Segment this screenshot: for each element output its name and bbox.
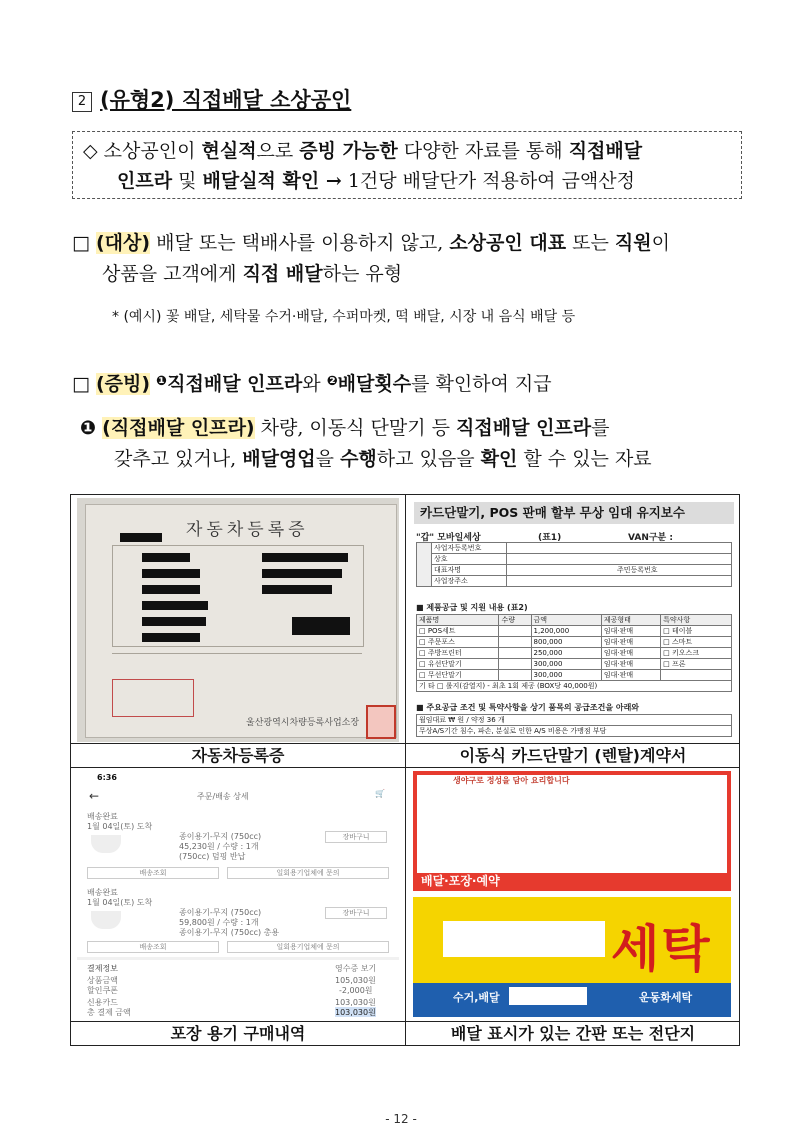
back-arrow-icon: ← xyxy=(89,789,100,803)
caption-signboard-flyer: 배달 표시가 있는 간판 또는 전단지 xyxy=(406,1021,740,1046)
container-thumbnail xyxy=(91,835,121,853)
infra-paragraph: ❶ (직접배달 인프라) 차량, 이동식 단말기 등 직접배달 인프라를 갖추고 있거나, 배달영업을 수행하고 있음을 확인 할 수 있는 자료 xyxy=(80,417,652,470)
caption-packaging-order: 포장 용기 구매내역 xyxy=(71,1021,405,1046)
flyer-slogan: 생야구로 정성을 담아 요리합니다 xyxy=(453,776,570,785)
proof-paragraph: □ (증빙) $^❶$직접배달 인프라와 $^❷$배달횟수를 확인하여 지급 xyxy=(72,373,552,395)
packaging-order-screenshot: 6:36 ← 주문/배송 상세 🛒 배송완료 1월 04일(토) 도착 종이용기-무지 (750cc) 45,230원 / 수량 : 1개 (750cc) 덤핑 반납 장바구니 배송조회 일회용기업체에 문의 배송완료 1월 04일(토) 도착 종이용기-무지 (750cc) 59,800원 / 수량 : 1개 종이용기-무지 (750cc) 총용 장바구니 배송조회 일회용기업체에 문의 결제정보 영수증 보기 상품금액 105,030원 할인쿠폰 -2,000원 신용카드 103,030원 총 결제 금액 103,030원 xyxy=(77,771,399,1017)
section-number-box: 2 xyxy=(72,92,92,112)
proof-label: (증빙) xyxy=(96,373,151,395)
infra-label: (직접배달 인프라) xyxy=(102,417,255,439)
registration-office: 울산광역시차량등록사업소장 xyxy=(246,718,360,728)
signboard-main-text: 세탁 xyxy=(611,920,712,978)
caption-vehicle-registration: 자동차등록증 xyxy=(71,743,405,768)
summary-line-2: 인프라 및 배달실적 확인 → 1건당 배달단가 적용하여 금액산정 xyxy=(117,170,635,192)
redacted-phone xyxy=(509,987,587,1005)
diamond-marker: ◇ xyxy=(83,140,98,162)
vehicle-registration-image xyxy=(77,498,399,742)
contract-header: 카드단말기, POS 판매 할부 무상 임대 유지보수 xyxy=(414,502,734,524)
signboard-sneaker-text: 운동화세탁 xyxy=(639,991,693,1004)
official-seal xyxy=(366,705,396,739)
card-terminal-contract-image: 카드단말기, POS 판매 할부 무상 임대 유지보수 "갑" 모바일세상 (표1) VAN구분 : 사업자등록번호 상호 대표자명 주민등록번호 사업장주소 ■ 제품공급 및 지원 내용 (표2) 제품명 수량 금액 제공형태 특약사항 □ POS세트 1,200,000 임대·판매 □ 테이블 □ 주문포스 800,000 임대·판매 □ 스마트 □ 주방프린터 250,000 임대·판매 □ 키오스크 □ 유선단말기 300,000 임대·판매 □ 프론 □ 무선단말기 300,000 임대·판매 기 타 □ 롤지(감열지) - 최초 1회 제공 (BOX당 40,000원) ■ 주요공급 조건 및 특약사항을 상기 품목의 공급조건을 아래와 월임대료 ₩ 원 / 약정 36 개 무상A/S기간 침수, 파손, 분실로 인한 A/S 비용은 가맹점 부담 xyxy=(408,498,738,742)
grid-divider xyxy=(405,495,406,1045)
infra-number: ❶ xyxy=(80,417,97,439)
summary-line-1: ◇ 소상공인이 현실적으로 증빙 가능한 다양한 자료를 통해 직접배달 xyxy=(83,140,643,162)
evidence-image-grid xyxy=(70,494,740,1046)
contract-terms-table: 월임대료 ₩ 원 / 약정 36 개 무상A/S기간 침수, 파손, 분실로 인한 A/S 비용은 가맹점 부담 xyxy=(416,714,732,737)
redacted-store-name xyxy=(443,921,605,957)
section-title-text: (유형2) 직접배달 소상공인 xyxy=(100,88,352,112)
delivery-flyer-image xyxy=(413,771,731,891)
container-thumbnail xyxy=(91,911,121,929)
cart-icon: 🛒 xyxy=(375,789,385,798)
page-number: - 12 - xyxy=(385,1112,417,1126)
target-paragraph: □ (대상) 배달 또는 택배사를 이용하지 않고, 소상공인 대표 또는 직원이 상품을 고객에게 직접 배달하는 유형 xyxy=(72,232,670,285)
registration-title: 자동차등록증 xyxy=(186,520,309,540)
section-title xyxy=(72,84,351,114)
flyer-delivery-text: 배달·포장·예약 xyxy=(421,874,500,888)
contract-product-table: 제품명 수량 금액 제공형태 특약사항 □ POS세트 1,200,000 임대·판매 □ 테이블 □ 주문포스 800,000 임대·판매 □ 스마트 □ 주방프린터 250,000 임대·판매 □ 키오스크 □ 유선단말기 300,000 임대·판매 □ 프론 □ 무선단말기 300,000 임대·판매 기 타 □ 롤지(감열지) - 최초 1회 제공 (BOX당 40,000원) xyxy=(416,614,732,692)
signboard-delivery-text: 수거,배달 xyxy=(453,991,500,1004)
example-note: * (예시) 꽃 배달, 세탁물 수거·배달, 수퍼마켓, 떡 배달, 시장 내 음식 배달 등 xyxy=(112,309,576,325)
contract-party-table: 사업자등록번호 상호 대표자명 주민등록번호 사업장주소 xyxy=(416,542,732,587)
caption-card-terminal-contract: 이동식 카드단말기 (렌탈)계약서 xyxy=(406,743,740,768)
target-label: (대상) xyxy=(96,232,151,254)
summary-box xyxy=(72,131,742,199)
laundry-signboard-image xyxy=(413,897,731,1017)
